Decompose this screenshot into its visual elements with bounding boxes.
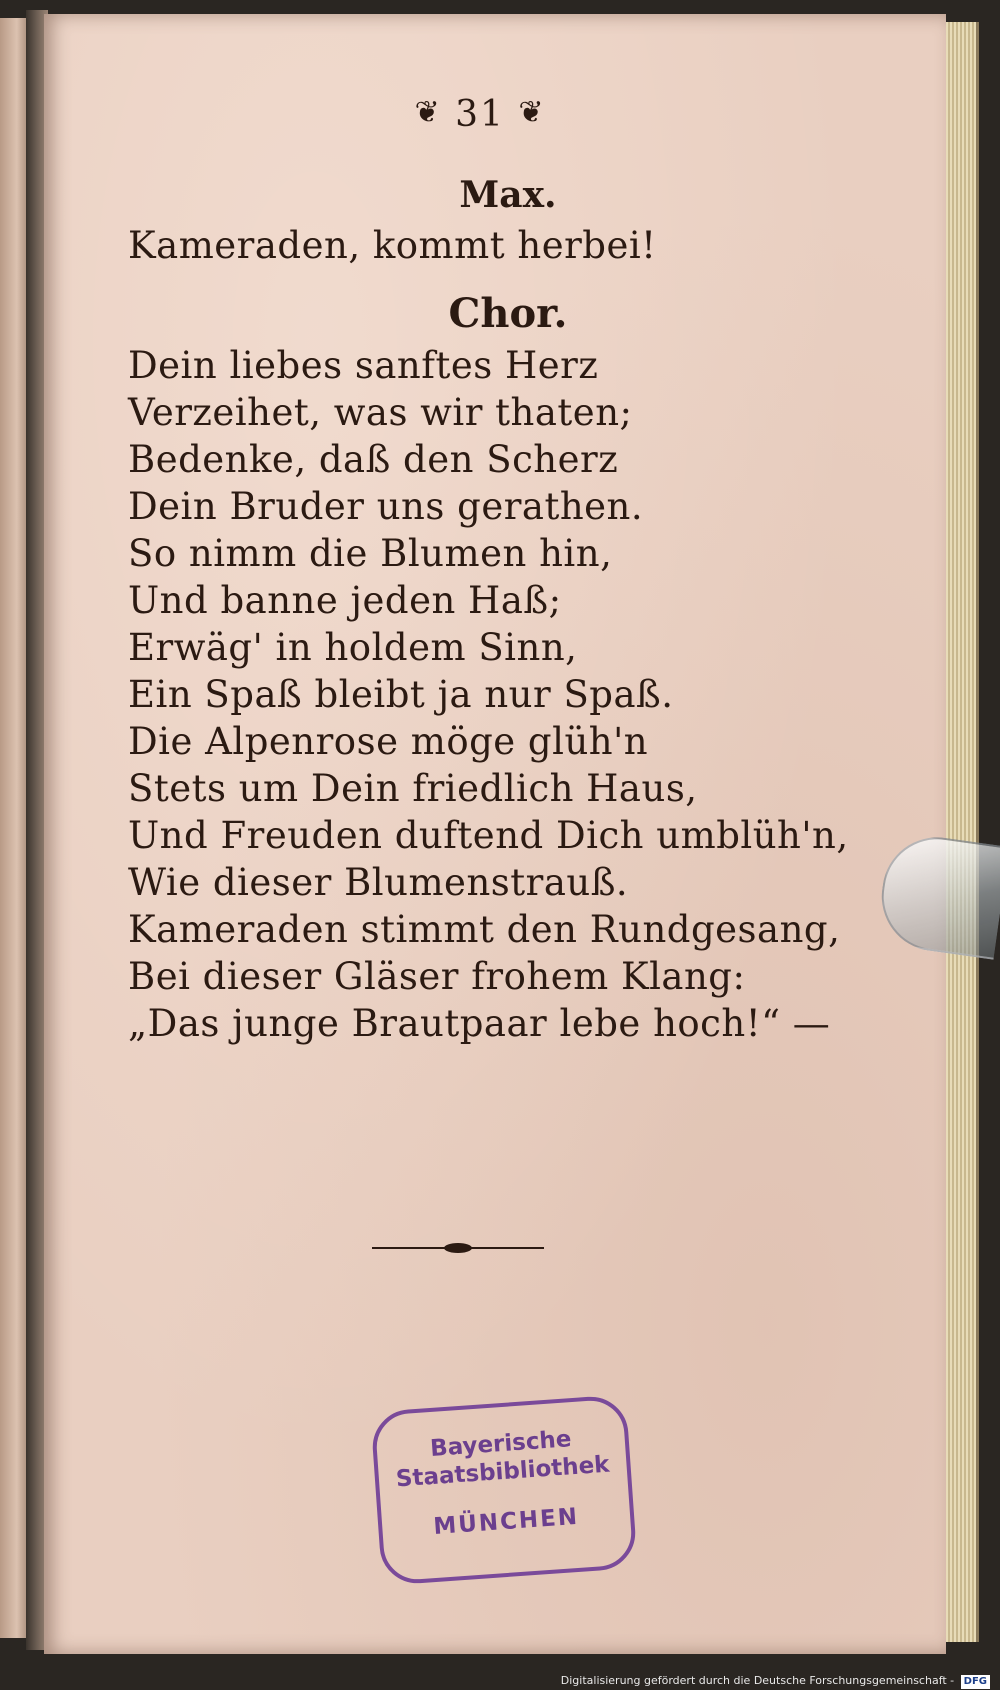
- library-stamp: [370, 1394, 638, 1585]
- digitization-footer: [0, 1672, 990, 1690]
- verse-line: Bedenke, daß den Scherz: [128, 438, 619, 481]
- page-number: 31: [455, 94, 505, 135]
- verse-line: Kameraden, kommt herbei!: [128, 224, 657, 267]
- verse-line: Stets um Dein friedlich Haus,: [128, 767, 698, 810]
- verse-line: Dein Bruder uns gerathen.: [128, 485, 644, 528]
- end-rule-ornament: [444, 1243, 472, 1253]
- dfg-logo-icon: DFG: [961, 1675, 990, 1689]
- verse-line: Bei dieser Gläser frohem Klang:: [128, 955, 746, 998]
- ornament-left-icon: ❦: [414, 95, 442, 130]
- verse-line: Erwäg' in holdem Sinn,: [128, 626, 578, 669]
- stamp-line-3: MÜNCHEN: [432, 1503, 580, 1540]
- verse-line: Und banne jeden Haß;: [128, 579, 562, 622]
- stamp-line-1: Bayerische: [429, 1426, 573, 1463]
- footer-text: Digitalisierung gefördert durch die Deutsche Forschungsgemeinschaft -: [560, 1674, 955, 1687]
- ornament-right-icon: ❦: [518, 95, 546, 130]
- verse-line: Und Freuden duftend Dich umblüh'n,: [128, 814, 849, 857]
- verse-line: „Das junge Brautpaar lebe hoch!“ —: [128, 1002, 831, 1045]
- verse-line: Wie dieser Blumenstrauß.: [128, 861, 629, 904]
- verse-line: Die Alpenrose möge glüh'n: [128, 720, 649, 763]
- page-header: [360, 94, 600, 135]
- stamp-line-2: Staatsbibliothek: [395, 1451, 611, 1493]
- facing-page-edge: [0, 18, 28, 1638]
- speaker-max: Max.: [459, 174, 557, 216]
- speaker-chor: Chor.: [448, 290, 568, 337]
- page-stack-edge: [946, 22, 979, 1642]
- verse-line: Dein liebes sanftes Herz: [128, 344, 599, 387]
- verse-line: Ein Spaß bleibt ja nur Spaß.: [128, 673, 674, 716]
- verse-line: Kameraden stimmt den Rundgesang,: [128, 908, 841, 951]
- verse-line: So nimm die Blumen hin,: [128, 532, 613, 575]
- verse-line: Verzeihet, was wir thaten;: [128, 391, 633, 434]
